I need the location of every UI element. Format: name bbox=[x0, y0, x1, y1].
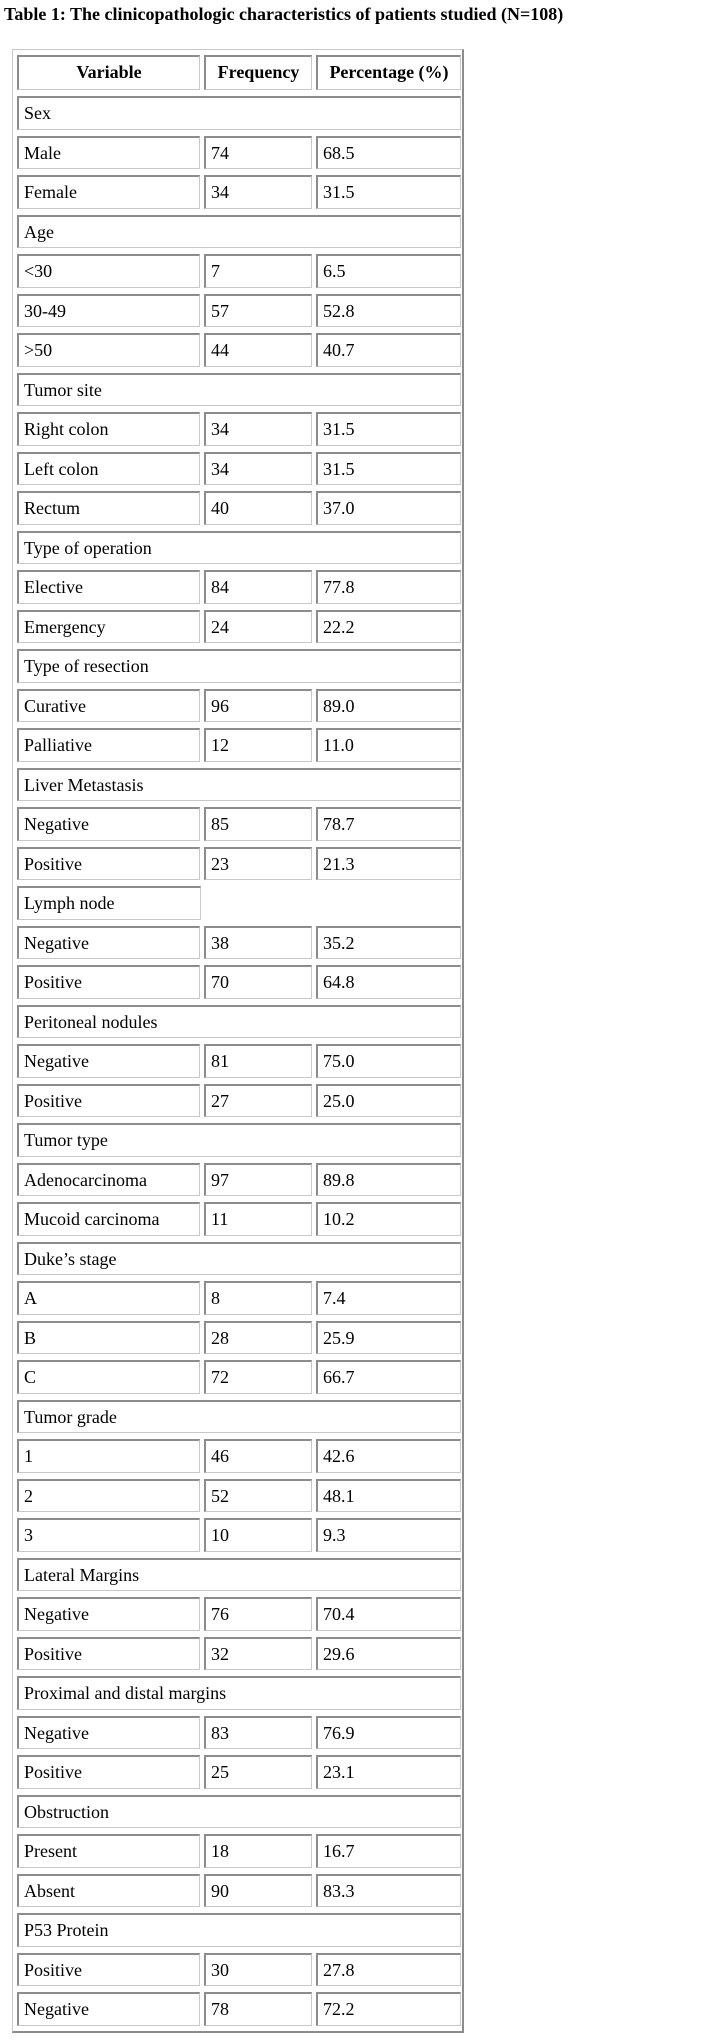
percentage-cell: 77.8 bbox=[316, 570, 461, 604]
table-group-row bbox=[15, 765, 460, 805]
table-group-row bbox=[15, 1239, 460, 1279]
table-row bbox=[15, 962, 460, 1002]
percentage-cell: 6.5 bbox=[316, 254, 461, 288]
percentage-cell: 16.7 bbox=[316, 1834, 461, 1868]
percentage-cell: 11.0 bbox=[316, 728, 461, 762]
percentage-cell: 66.7 bbox=[316, 1360, 461, 1394]
table-group-row bbox=[15, 1673, 460, 1713]
percentage-cell: 48.1 bbox=[316, 1479, 461, 1513]
percentage-cell: 35.2 bbox=[316, 926, 461, 960]
frequency-cell: 28 bbox=[204, 1321, 312, 1355]
table-row bbox=[15, 1436, 460, 1476]
percentage-cell: 9.3 bbox=[316, 1518, 461, 1552]
variable-cell: Positive bbox=[17, 1084, 200, 1118]
percentage-cell: 52.8 bbox=[316, 294, 461, 328]
frequency-cell: 30 bbox=[204, 1953, 312, 1987]
variable-cell: Palliative bbox=[17, 728, 200, 762]
table-row bbox=[15, 607, 460, 647]
frequency-cell: 72 bbox=[204, 1360, 312, 1394]
percentage-cell: 27.8 bbox=[316, 1953, 461, 1987]
table-body bbox=[15, 93, 460, 2029]
frequency-cell: 40 bbox=[204, 491, 312, 525]
frequency-cell: 34 bbox=[204, 175, 312, 209]
frequency-cell: 57 bbox=[204, 294, 312, 328]
frequency-cell: 78 bbox=[204, 1992, 312, 2026]
group-label: Liver Metastasis bbox=[17, 768, 461, 802]
group-label: Obstruction bbox=[17, 1795, 461, 1829]
percentage-cell: 42.6 bbox=[316, 1439, 461, 1473]
table-row bbox=[15, 1515, 460, 1555]
variable-cell: Right colon bbox=[17, 412, 200, 446]
frequency-cell: 96 bbox=[204, 689, 312, 723]
variable-cell: A bbox=[17, 1281, 200, 1315]
percentage-cell: 68.5 bbox=[316, 136, 461, 170]
frequency-cell: 83 bbox=[204, 1716, 312, 1750]
group-label: Age bbox=[17, 215, 461, 249]
group-label: Type of resection bbox=[17, 649, 461, 683]
group-label: P53 Protein bbox=[17, 1913, 461, 1947]
frequency-cell: 85 bbox=[204, 807, 312, 841]
table-row bbox=[15, 1357, 460, 1397]
table-group-row bbox=[15, 93, 460, 133]
variable-cell: Positive bbox=[17, 847, 200, 881]
percentage-cell: 78.7 bbox=[316, 807, 461, 841]
percentage-cell: 31.5 bbox=[316, 175, 461, 209]
table-row bbox=[15, 567, 460, 607]
variable-cell: Present bbox=[17, 1834, 200, 1868]
variable-cell: Positive bbox=[17, 1637, 200, 1671]
variable-cell: Adenocarcinoma bbox=[17, 1163, 200, 1197]
frequency-cell: 90 bbox=[204, 1874, 312, 1908]
header-percentage: Percentage (%) bbox=[316, 55, 461, 90]
table-row bbox=[15, 844, 460, 884]
variable-cell: Negative bbox=[17, 1992, 200, 2026]
table-group-row bbox=[15, 883, 460, 923]
table-row bbox=[15, 1160, 460, 1200]
characteristics-table bbox=[12, 49, 464, 2033]
frequency-cell: 32 bbox=[204, 1637, 312, 1671]
header-variable: Variable bbox=[17, 55, 200, 90]
frequency-cell: 23 bbox=[204, 847, 312, 881]
percentage-cell: 89.0 bbox=[316, 689, 461, 723]
frequency-cell: 74 bbox=[204, 136, 312, 170]
group-label: Sex bbox=[17, 96, 461, 130]
table-group-row bbox=[15, 528, 460, 568]
variable-cell: Elective bbox=[17, 570, 200, 604]
frequency-cell: 18 bbox=[204, 1834, 312, 1868]
variable-cell: 3 bbox=[17, 1518, 200, 1552]
table-row bbox=[15, 449, 460, 489]
frequency-cell: 46 bbox=[204, 1439, 312, 1473]
variable-cell: 2 bbox=[17, 1479, 200, 1513]
table-row bbox=[15, 725, 460, 765]
frequency-cell: 38 bbox=[204, 926, 312, 960]
variable-cell: Male bbox=[17, 136, 200, 170]
percentage-cell: 64.8 bbox=[316, 965, 461, 999]
table-group-row bbox=[15, 1002, 460, 1042]
variable-cell: 30-49 bbox=[17, 294, 200, 328]
group-label: Duke’s stage bbox=[17, 1242, 461, 1276]
group-label: Type of operation bbox=[17, 531, 461, 565]
table-row bbox=[15, 1278, 460, 1318]
table-row bbox=[15, 804, 460, 844]
table-row bbox=[15, 1081, 460, 1121]
table-row bbox=[15, 1950, 460, 1990]
frequency-cell: 52 bbox=[204, 1479, 312, 1513]
variable-cell: Female bbox=[17, 175, 200, 209]
frequency-cell: 8 bbox=[204, 1281, 312, 1315]
table-group-row bbox=[15, 1910, 460, 1950]
variable-cell: Negative bbox=[17, 1597, 200, 1631]
variable-cell: Positive bbox=[17, 1953, 200, 1987]
table-row bbox=[15, 1594, 460, 1634]
group-label: Lymph node bbox=[17, 886, 201, 920]
group-label: Lateral Margins bbox=[17, 1558, 461, 1592]
frequency-cell: 34 bbox=[204, 452, 312, 486]
variable-cell: B bbox=[17, 1321, 200, 1355]
percentage-cell: 31.5 bbox=[316, 452, 461, 486]
table-row bbox=[15, 1989, 460, 2029]
group-label: Tumor site bbox=[17, 373, 461, 407]
table-row bbox=[15, 1041, 460, 1081]
table-row bbox=[15, 291, 460, 331]
group-label: Proximal and distal margins bbox=[17, 1676, 461, 1710]
variable-cell: 1 bbox=[17, 1439, 200, 1473]
frequency-cell: 97 bbox=[204, 1163, 312, 1197]
table-row bbox=[15, 1199, 460, 1239]
percentage-cell: 29.6 bbox=[316, 1637, 461, 1671]
table-row bbox=[15, 1634, 460, 1674]
variable-cell: Mucoid carcinoma bbox=[17, 1202, 200, 1236]
table-row bbox=[15, 1831, 460, 1871]
percentage-cell: 83.3 bbox=[316, 1874, 461, 1908]
header-frequency: Frequency bbox=[204, 55, 312, 90]
variable-cell: C bbox=[17, 1360, 200, 1394]
table-group-row bbox=[15, 370, 460, 410]
variable-cell: Negative bbox=[17, 926, 200, 960]
percentage-cell: 10.2 bbox=[316, 1202, 461, 1236]
variable-cell: Curative bbox=[17, 689, 200, 723]
variable-cell: Positive bbox=[17, 965, 200, 999]
table-group-row bbox=[15, 1397, 460, 1437]
variable-cell: Negative bbox=[17, 1044, 200, 1078]
table-row bbox=[15, 133, 460, 173]
percentage-cell: 22.2 bbox=[316, 610, 461, 644]
percentage-cell: 25.0 bbox=[316, 1084, 461, 1118]
frequency-cell: 84 bbox=[204, 570, 312, 604]
frequency-cell: 27 bbox=[204, 1084, 312, 1118]
frequency-cell: 7 bbox=[204, 254, 312, 288]
percentage-cell: 31.5 bbox=[316, 412, 461, 446]
variable-cell: <30 bbox=[17, 254, 200, 288]
percentage-cell: 25.9 bbox=[316, 1321, 461, 1355]
frequency-cell: 10 bbox=[204, 1518, 312, 1552]
table-caption: Table 1: The clinicopathologic characteristics of patients studied (N=108) bbox=[4, 4, 564, 24]
table-row bbox=[15, 172, 460, 212]
percentage-cell: 23.1 bbox=[316, 1755, 461, 1789]
variable-cell: Absent bbox=[17, 1874, 200, 1908]
variable-cell: Positive bbox=[17, 1755, 200, 1789]
frequency-cell: 11 bbox=[204, 1202, 312, 1236]
variable-cell: >50 bbox=[17, 333, 200, 367]
table-group-row bbox=[15, 1792, 460, 1832]
table-row bbox=[15, 251, 460, 291]
table-group-row bbox=[15, 1120, 460, 1160]
percentage-cell: 89.8 bbox=[316, 1163, 461, 1197]
percentage-cell: 21.3 bbox=[316, 847, 461, 881]
percentage-cell: 76.9 bbox=[316, 1716, 461, 1750]
frequency-cell: 76 bbox=[204, 1597, 312, 1631]
table-row bbox=[15, 1752, 460, 1792]
percentage-cell: 37.0 bbox=[316, 491, 461, 525]
group-label: Peritoneal nodules bbox=[17, 1005, 461, 1039]
group-label: Tumor grade bbox=[17, 1400, 461, 1434]
frequency-cell: 44 bbox=[204, 333, 312, 367]
variable-cell: Left colon bbox=[17, 452, 200, 486]
percentage-cell: 7.4 bbox=[316, 1281, 461, 1315]
table-row bbox=[15, 1713, 460, 1753]
table-group-row bbox=[15, 646, 460, 686]
percentage-cell: 70.4 bbox=[316, 1597, 461, 1631]
variable-cell: Negative bbox=[17, 807, 200, 841]
percentage-cell: 75.0 bbox=[316, 1044, 461, 1078]
table-row bbox=[15, 686, 460, 726]
variable-cell: Negative bbox=[17, 1716, 200, 1750]
variable-cell: Emergency bbox=[17, 610, 200, 644]
table-group-row bbox=[15, 1555, 460, 1595]
frequency-cell: 81 bbox=[204, 1044, 312, 1078]
table-row bbox=[15, 488, 460, 528]
table-row bbox=[15, 1871, 460, 1911]
percentage-cell: 40.7 bbox=[316, 333, 461, 367]
variable-cell: Rectum bbox=[17, 491, 200, 525]
table-row bbox=[15, 1318, 460, 1358]
table-group-row bbox=[15, 212, 460, 252]
table-row bbox=[15, 1476, 460, 1516]
group-label: Tumor type bbox=[17, 1123, 461, 1157]
frequency-cell: 24 bbox=[204, 610, 312, 644]
table-row bbox=[15, 923, 460, 963]
percentage-cell: 72.2 bbox=[316, 1992, 461, 2026]
frequency-cell: 34 bbox=[204, 412, 312, 446]
table-row bbox=[15, 330, 460, 370]
table-header-row bbox=[15, 52, 460, 93]
frequency-cell: 12 bbox=[204, 728, 312, 762]
frequency-cell: 25 bbox=[204, 1755, 312, 1789]
frequency-cell: 70 bbox=[204, 965, 312, 999]
table-row bbox=[15, 409, 460, 449]
